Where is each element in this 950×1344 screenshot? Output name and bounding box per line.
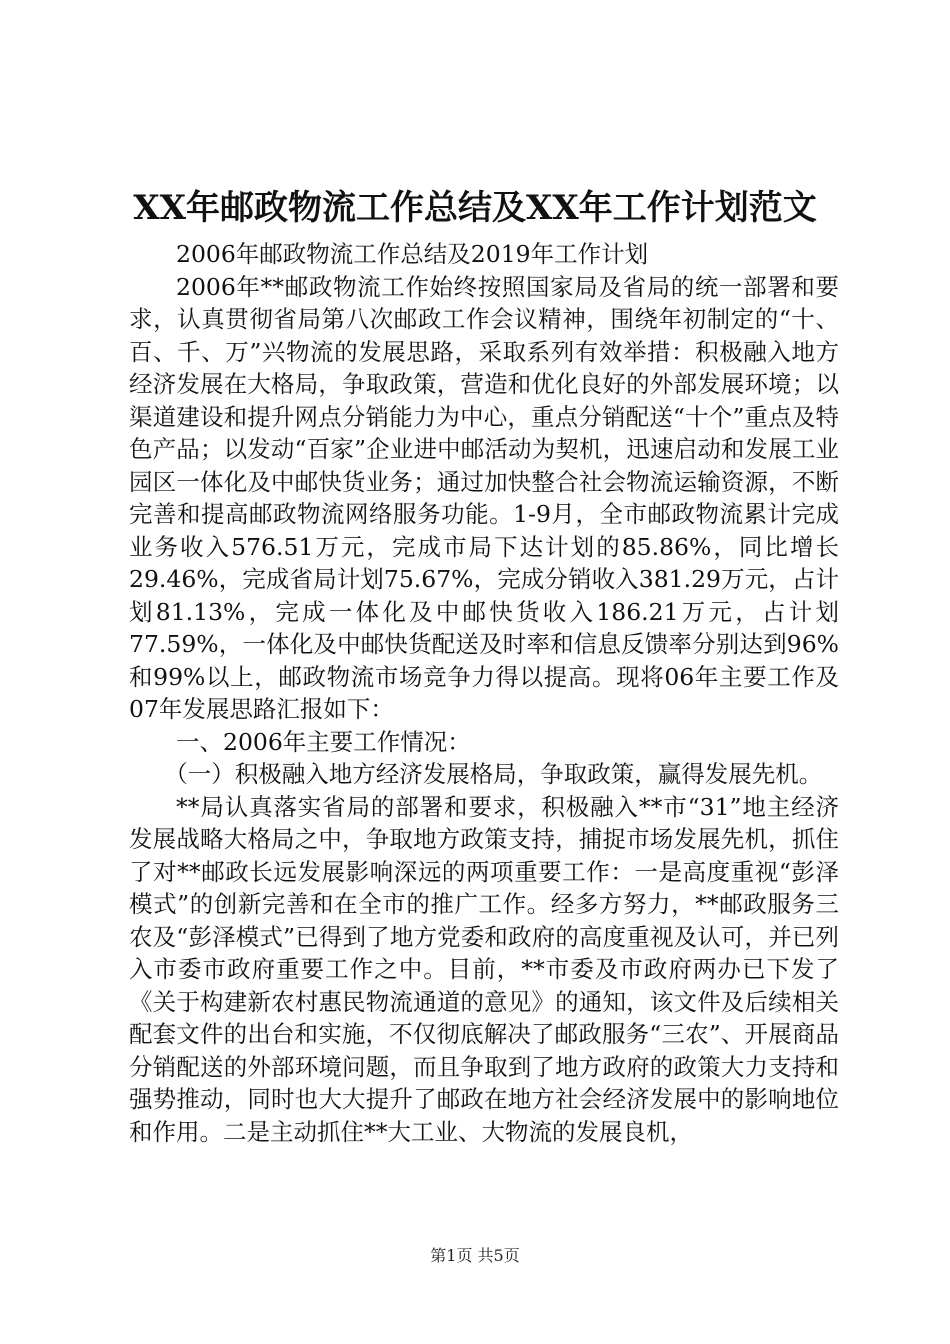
body-paragraph: **局认真落实省局的部署和要求，积极融入**市“31”地主经济发展战略大格局之中，争取地方政策支持，捕捉市场发展先机，抓住了对**邮政长远发展影响深远的两项重要工作：一是高度重视“彭泽模式”的创新完善和在全市的推广工作。经多方努力，**邮政服务三农及“彭泽模式”已得到了地方党委和政府的高度重视及认可，并已列入市委市政府重要工作之中。目前，**市委及市政府两办已下发了《关于构建新农村惠民物流通道的意见》的通知，该文件及后续相关配套文件的出台和实施，不仅彻底解决了邮政服务“三农”、开展商品分销配送的外部环境问题，而且争取到了地方政府的政策大力支持和强势推动，同时也大大提升了邮政在地方社会经济发展中的影响地位和作用。二是主动抓住**大工业、大物流的发展良机，	[129, 792, 839, 1146]
document-title: XX年邮政物流工作总结及XX年工作计划范文	[133, 188, 817, 228]
page-number-footer: 第1页 共5页	[430, 1246, 520, 1265]
document-body	[129, 238, 839, 1148]
subsection-heading: （一）积极融入地方经济发展格局，争取政策，赢得发展先机。	[164, 760, 823, 788]
intro-paragraph: 2006年**邮政物流工作始终按照国家局及省局的统一部署和要求，认真贯彻省局第八次邮政工作会议精神，围绕年初制定的“十、百、千、万”兴物流的发展思路，采取系列有效举措：积极融入地方经济发展在大格局，争取政策，营造和优化良好的外部发展环境；以渠道建设和提升网点分销能力为中心，重点分销配送“十个”重点及特色产品；以发动“百家”企业进中邮活动为契机，迅速启动和发展工业园区一体化及中邮快货业务；通过加快整合社会物流运输资源，不断完善和提高邮政物流网络服务功能。1-9月，全市邮政物流累计完成业务收入576.51万元，完成市局下达计划的85.86%，同比增长29.46%，完成省局计划75.67%，完成分销收入381.29万元，占计划81.13%，完成一体化及中邮快货收入186.21万元，占计划77.59%，一体化及中邮快货配送及时率和信息反馈率分别达到96%和99%以上，邮政物流市场竞争力得以提高。现将06年主要工作及07年发展思路汇报如下：	[129, 272, 839, 723]
subtitle-paragraph: 2006年邮政物流工作总结及2019年工作计划	[176, 240, 649, 268]
section-heading: 一、2006年主要工作情况：	[176, 727, 471, 756]
